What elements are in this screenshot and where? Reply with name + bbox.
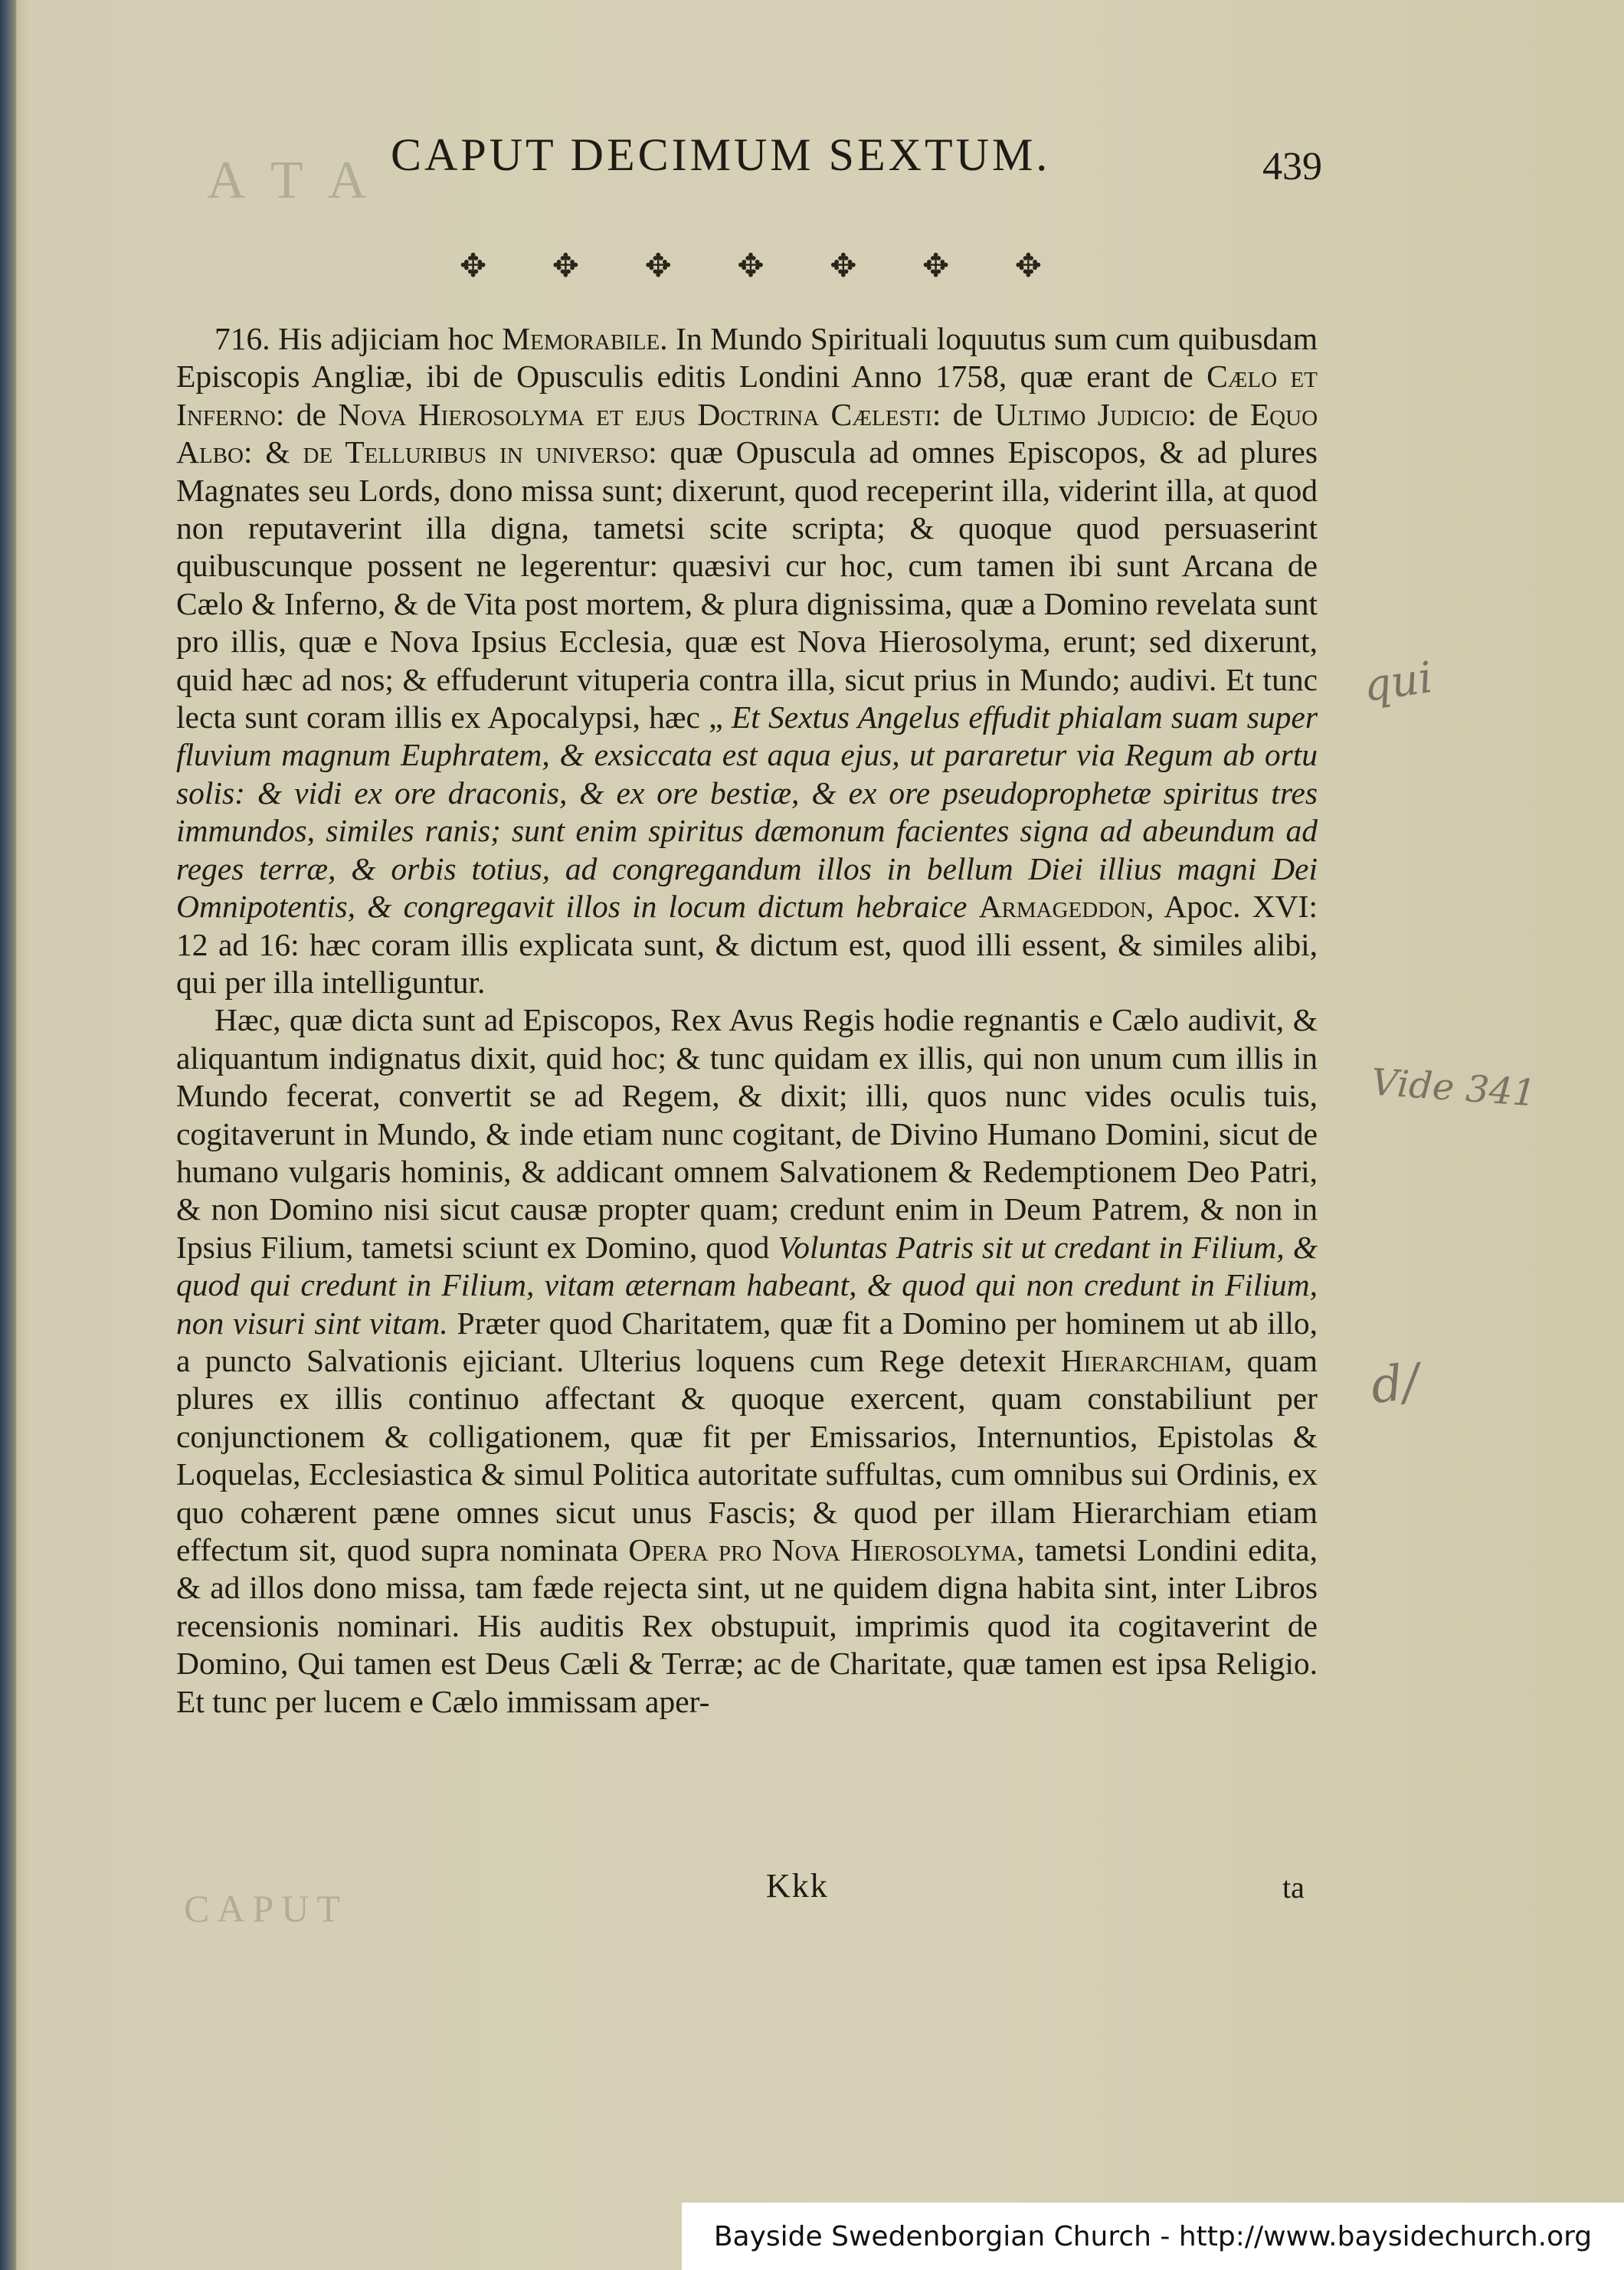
- fleuron-icon: ✥: [922, 249, 950, 284]
- small-caps-title: Equo Albo:: [176, 396, 1318, 470]
- text-run: Hæc, quæ dicta sunt ad Episcopos, Rex Avus Regis hodie regnantis e Cælo audivit, & aliquantum indignatus dixit, quid hoc; & tunc quidam ex illis, qui non unum cum illis in Mundo fecerat, convertit se ad Regem, & dixit; illi, quos nunc vides oculis tuis, cogitaverunt in Mundo, & inde etiam nunc cogitant, de Divino Humano Domini, sicut de humano vulgaris hominis, & addicant omnem Salvationem & Redemptionem Deo Patri, & non Domino nisi sicut causæ propter quam; credunt enim in Deum Patrem, & non in Ipsius Filium, tametsi sciunt ex Domino, quod: [176, 1002, 1318, 1265]
- small-caps-title: Cælo et Inferno:: [176, 359, 1318, 432]
- signature-mark: Kkk: [766, 1867, 829, 1905]
- page-header: [368, 129, 1364, 182]
- italic-quotation: Et Sextus Angelus effudit phialam suam super fluvium magnum Euphratem, & exsiccata est aqua ejus, ut pararetur via Regum ab ortu solis: & vidi ex ore draconis, & ex ore bestiæ, & ex ore pseudoprophetæ spiritus tres immundos, similes ranis; sunt enim spiritus dæmonum facientes signa ad abeundum ad reges terræ, & orbis totius, ad congregandum illos in bellum Diei illius magni Dei Omnipotentis, & congregavit illos in locum dictum hebraice: [176, 699, 1318, 925]
- small-caps-term: Armageddon,: [978, 889, 1154, 925]
- small-caps-term: Hierarchiam,: [1060, 1342, 1233, 1378]
- catchword: ta: [1282, 1870, 1305, 1905]
- handwritten-margin-note: d/: [1368, 1353, 1423, 1416]
- paragraph-continuation: [176, 1001, 1318, 1721]
- body-text: [176, 320, 1318, 1721]
- small-caps-title: Nova Hierosolyma et ejus Doctrina Cælesti:: [338, 396, 941, 432]
- page-number: 439: [1262, 145, 1322, 188]
- watermark-banner: [682, 2203, 1624, 2270]
- handwritten-margin-note: qui: [1360, 653, 1436, 712]
- text-run: 716. His adjiciam hoc: [214, 321, 503, 356]
- text-run: quam plures ex illis continuo affectant & quoque exercent, quam constabiliunt per conjunctionem & colligationem, quæ fit per Emissarios, Internuntios, Epistolas & Loquelas, Ecclesiastica & simul Politica autoritate suffultas, cum omnibus sui Ordinis, ex quo cohærent pæne omnes sicut unus Fascis; & quod per illam Hierarchiam etiam effectum sit, quod supra nominata: [176, 1342, 1318, 1567]
- text-run: In Mundo Spirituali loquutus sum cum quibusdam Episcopis Angliæ, ibi de Opusculis editis Londini Anno 1758, quæ erant de: [176, 321, 1318, 395]
- bleed-through-top: A T A: [207, 151, 375, 210]
- small-caps-title: Ultimo Judicio:: [994, 396, 1197, 432]
- fleuron-icon: ✥: [552, 249, 579, 284]
- text-run: de: [284, 396, 339, 432]
- fleuron-icon: ✥: [830, 249, 857, 284]
- text-run: quæ Opuscula ad omnes Episcopos, & ad plures Magnates seu Lords, dono missa sunt; dixerunt, quod receperint illa, viderint illa, at quod non reputaverint illa digna, tametsi scite scripta; & quoque quod persuaserint quibuscunque possent ne legerentur: quæsivi cur hoc, cum tamen ibi sunt Arcana de Cælo & Inferno, & de Vita post mortem, & plura dignissima, quæ a Domino revelata sunt pro illis, quæ e Nova Ipsius Ecclesia, quæ est Nova Hierosolyma, erunt; sed dixerunt, quid hæc ad nos; & effuderunt vituperia contra illa, sicut prius in Mundo; audivi. Et tunc lecta sunt coram illis ex Apocalypsi, hæc „: [176, 434, 1318, 735]
- text-run: Præter quod Charitatem, quæ fit a Domino per hominem ut ab illo, a puncto Salvationis ejiciant. Ulterius loquens cum Rege detexit: [176, 1305, 1318, 1378]
- watermark-text: Bayside Swedenborgian Church - http://www.baysidechurch.org: [713, 2220, 1593, 2252]
- small-caps-term: Memorabile.: [502, 321, 668, 356]
- small-caps-title: de Telluribus in universo:: [303, 434, 657, 470]
- book-spine-edge: [0, 0, 17, 2270]
- running-title: CAPUT DECIMUM SEXTUM.: [391, 129, 1051, 180]
- text-run: de: [941, 396, 995, 432]
- text-run: &: [252, 434, 303, 470]
- fleuron-icon: ✥: [460, 249, 487, 284]
- ornament-row: [460, 247, 1042, 285]
- text-run: tametsi Londini edita, & ad illos dono missa, tam fæde rejecta sint, ut ne quidem digna habita sint, inter Libros recensionis nominari. His auditis Rex obstupuit, imprimis quod ita cogitaverint de Domino, Qui tamen est Deus Cæli & Terræ; ac de Charitate, quæ tamen est ipsa Religio. Et tunc per lucem e Cælo immissam aper-: [176, 1532, 1318, 1719]
- fleuron-icon: ✥: [737, 249, 765, 284]
- bleed-through-bottom: CAPUT: [184, 1887, 348, 1930]
- small-caps-title: Opera pro Nova Hierosolyma,: [628, 1532, 1025, 1567]
- text-run: de: [1196, 396, 1250, 432]
- fleuron-icon: ✥: [1014, 249, 1042, 284]
- paragraph-716: [176, 320, 1318, 1001]
- fleuron-icon: ✥: [644, 249, 672, 284]
- italic-quotation: Voluntas Patris sit ut credant in Filium, & quod qui credunt in Filium, vitam æternam habeant, & quod qui non credunt in Filium, non visuri sint vitam.: [176, 1229, 1318, 1341]
- handwritten-margin-note: Vide 341: [1370, 1060, 1537, 1115]
- text-run: Apoc. XVI: 12 ad 16: hæc coram illis explicata sunt, & dictum est, quod illi essent, & similes alibi, qui per illa intelliguntur.: [176, 889, 1318, 1000]
